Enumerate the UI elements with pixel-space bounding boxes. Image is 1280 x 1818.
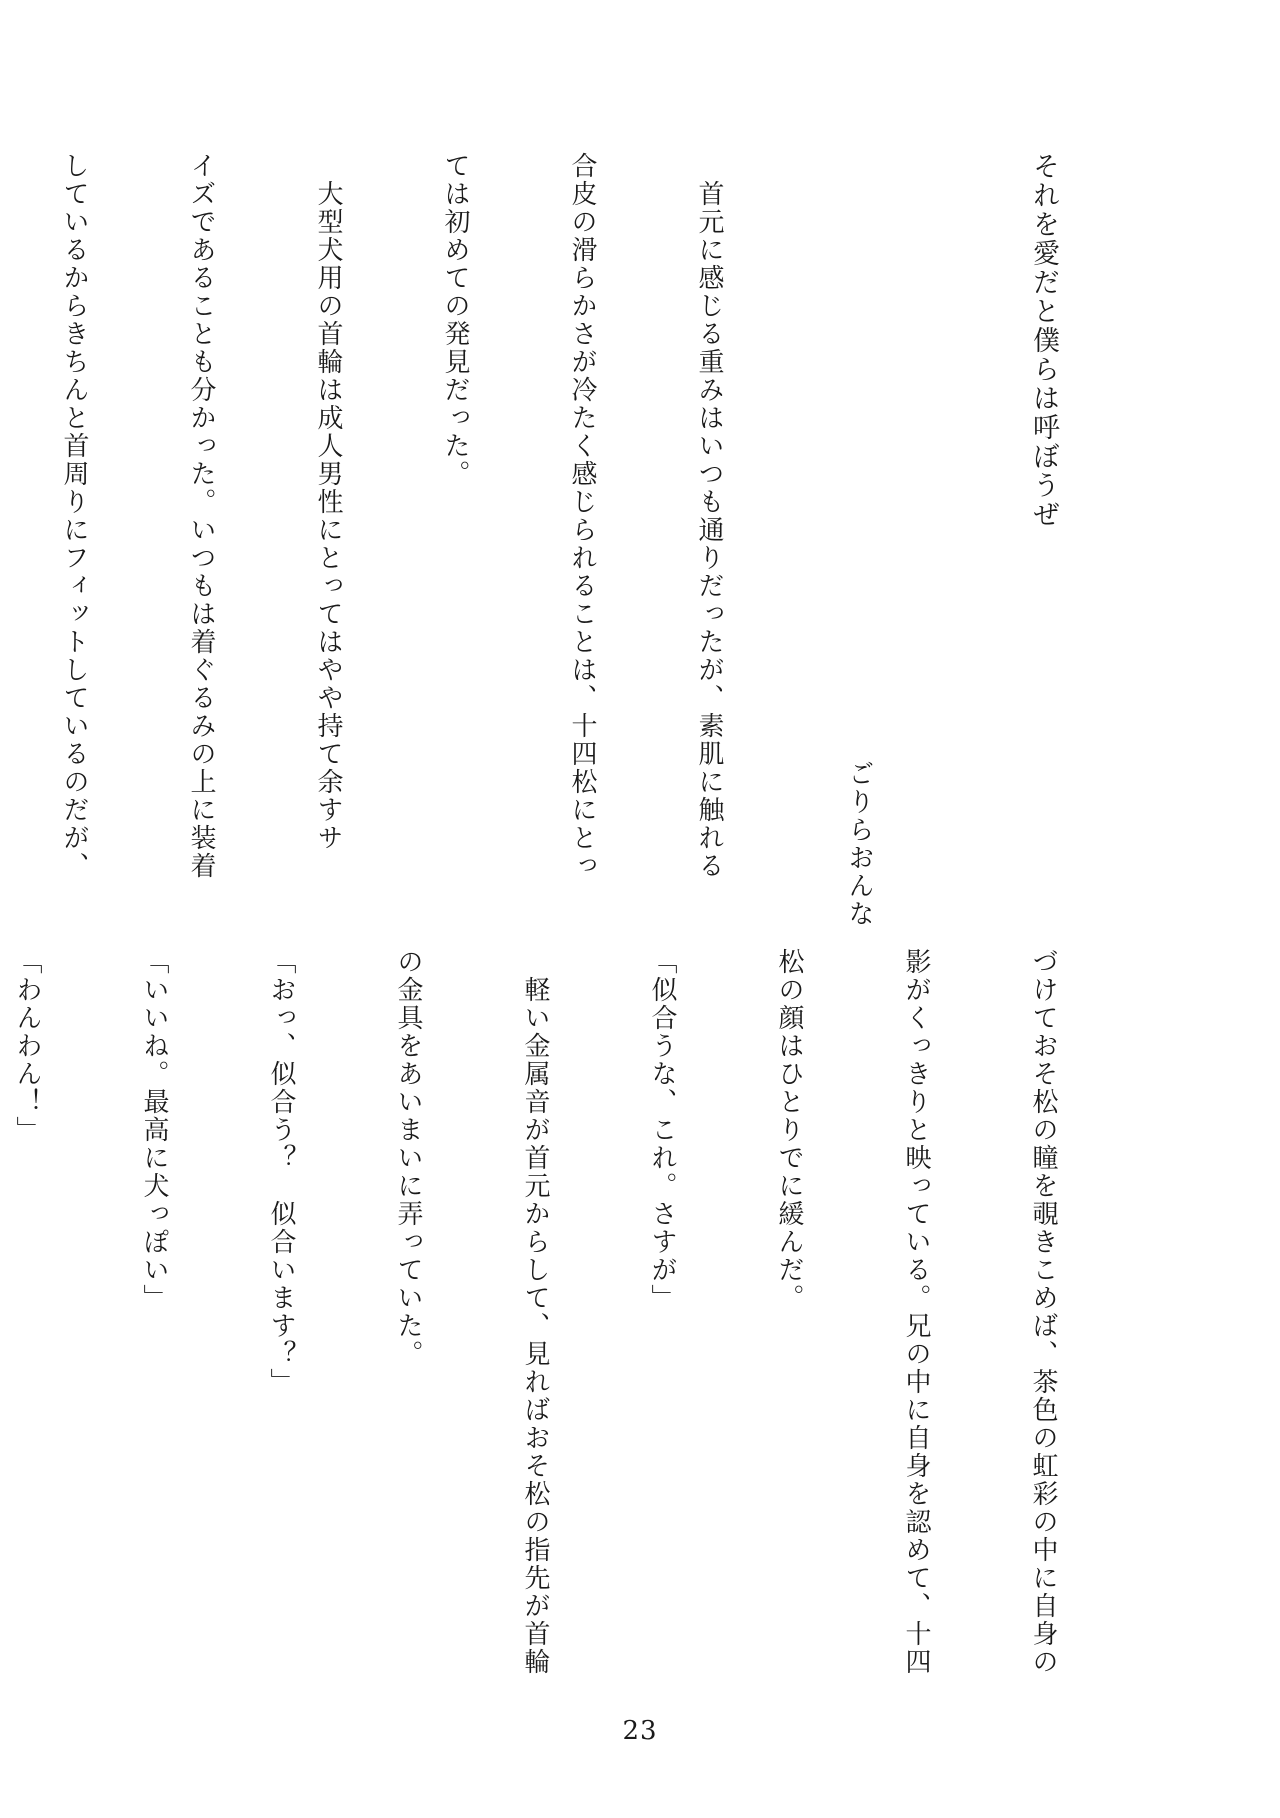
text-line: 軽い金属音が首元からして、見ればおそ松の指先が首輪 xyxy=(520,948,550,1676)
text-line: 松の顔はひとりでに緩んだ。 xyxy=(774,948,804,1312)
text-line: 「おっ、似合う？ 似合います？」 xyxy=(266,948,296,1396)
page-number: 23 xyxy=(622,1716,658,1746)
text-line: 「似合うな、これ。さすが」 xyxy=(647,948,677,1312)
text-line: の金具をあいまいに弄っていた。 xyxy=(393,948,423,1368)
bottom-text-block xyxy=(12,948,1138,1676)
story-title: それを愛だと僕らは呼ぼうぜ xyxy=(1028,152,1059,529)
text-line: しているからきちんと首周りにフィットしているのだが、 xyxy=(59,152,89,880)
text-line: 合皮の滑らかさが冷たく感じられることは、十四松にとっ xyxy=(567,152,597,880)
text-line: づけておそ松の瞳を覗きこめば、茶色の虹彩の中に自身の xyxy=(1028,948,1058,1676)
text-line: 「わんわん！」 xyxy=(12,948,42,1144)
text-line: 「いいね。最高に犬っぽい」 xyxy=(139,948,169,1312)
author-name: ごりらおんな xyxy=(844,760,874,928)
text-line: ては初めての発見だった。 xyxy=(440,152,470,488)
top-text-block xyxy=(59,152,1138,928)
text-line: 首元に感じる重みはいつも通りだったが、素肌に触れる xyxy=(694,152,724,880)
text-line: 大型犬用の首輪は成人男性にとってはやや持て余すサ xyxy=(313,152,343,852)
text-line: 影がくっきりと映っている。兄の中に自身を認めて、十四 xyxy=(901,948,931,1676)
text-line: イズであることも分かった。いつもは着ぐるみの上に装着 xyxy=(186,152,216,880)
